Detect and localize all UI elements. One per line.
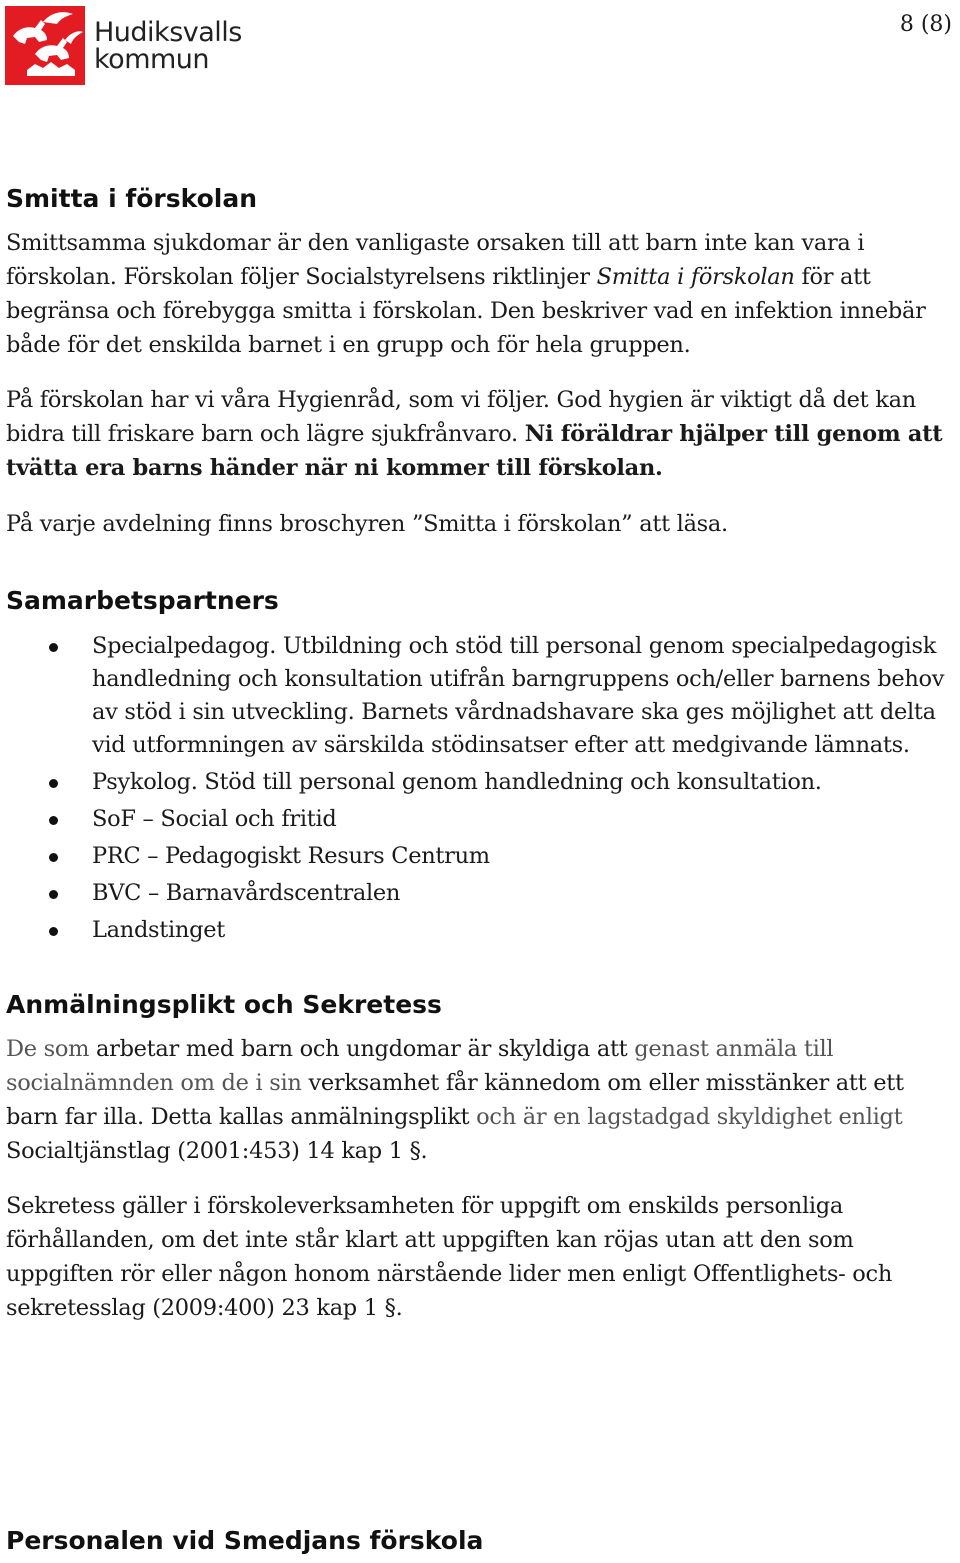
- bullet-icon: [49, 853, 58, 862]
- municipality-logo: [5, 6, 242, 85]
- logo-line-1: Hudiksvalls: [94, 16, 242, 48]
- logo-line-2: kommun: [94, 43, 210, 75]
- bullet-icon: [49, 643, 58, 652]
- list-item-text: BVC – Barnavårdscentralen: [92, 880, 401, 906]
- smitta-p2-bold: Ni föräldrar hjälper till genom att tvätta era barns händer när ni kommer till förskolan.: [6, 421, 943, 481]
- list-item: [0, 630, 955, 762]
- list-item-text: Specialpedagog. Utbildning och stöd till personal genom specialpedagogisk handledning och konsultation utifrån barngruppens och/eller barnens behov av stöd i sin utveckling. Barnets vårdnadshavare ska ges möjlighet att delta vid utformningen av särskilda stödinsatser efter att medgivande lämnats.: [92, 633, 945, 758]
- anmalan-p1-d: verksamhet får kännedom om eller misstänker att ett barn far illa. Detta kallas anmälningsplikt: [6, 1070, 904, 1130]
- smitta-paragraph-3: På varje avdelning finns broschyren ”Smitta i förskolan” att läsa.: [6, 511, 728, 537]
- anmalan-p1-a: De som: [6, 1036, 90, 1062]
- smitta-p1-title: Smitta i förskolan: [596, 264, 795, 290]
- anmalan-paragraph-2: Sekretess gäller i förskoleverksamheten för uppgift om enskilds personliga förhållanden, om det inte står klart att uppgiften kan röjas utan att den som uppgiften rör eller någon honom närstående lider men enligt Offentlighets- och sekretesslag (2009:400) 23 kap 1 §.: [6, 1193, 893, 1321]
- bullet-icon: [49, 927, 58, 936]
- list-item: [0, 877, 955, 910]
- anmalan-p1-f: Socialtjänstlag (2001:453) 14 kap 1 §.: [6, 1138, 428, 1164]
- bullet-icon: [49, 816, 58, 825]
- list-item-text: Landstinget: [92, 917, 225, 943]
- list-item: [0, 914, 955, 947]
- smitta-paragraph-2: [6, 383, 956, 485]
- smitta-p2-text: På förskolan har vi våra Hygienråd, som vi följer. God hygien är viktigt då det kan bidra till friskare barn och lägre sjukfrånvaro.: [6, 387, 916, 447]
- page-number: 8 (8): [899, 12, 952, 37]
- bullet-icon: [49, 779, 58, 788]
- bullet-icon: [49, 890, 58, 899]
- list-item: [0, 766, 955, 799]
- smitta-p1-text-b: för att begränsa och förebygga smitta i förskolan. Den beskriver vad en infektion innebär både för det enskilda barnet i en grupp och för hela gruppen.: [6, 264, 926, 358]
- list-item-text: SoF – Social och fritid: [92, 806, 337, 832]
- anmalan-p1-c: genast anmäla till socialnämnden om de i sin: [6, 1036, 834, 1096]
- section-heading-personalen: Personalen vid Smedjans förskola: [6, 1526, 484, 1555]
- section-heading-partners: Samarbetspartners: [6, 586, 279, 615]
- list-item-text: Psykolog. Stöd till personal genom handledning och konsultation.: [92, 769, 822, 795]
- list-item: [0, 840, 955, 873]
- list-item-text: PRC – Pedagogiskt Resurs Centrum: [92, 843, 490, 869]
- smitta-p1-text-a: Smittsamma sjukdomar är den vanligaste orsaken till att barn inte kan vara i förskolan. Förskolan följer Socialstyrelsens riktlinjer: [6, 230, 865, 290]
- list-item: [0, 803, 955, 836]
- partners-list: [0, 630, 955, 951]
- smitta-paragraph-1: [6, 226, 956, 362]
- anmalan-p1-e: och är en lagstadgad skyldighet enligt: [476, 1104, 903, 1130]
- goat-emblem-icon: [5, 6, 85, 85]
- section-heading-anmalan: Anmälningsplikt och Sekretess: [6, 990, 442, 1019]
- anmalan-paragraph-1: [6, 1032, 956, 1168]
- section-heading-smitta: Smitta i förskolan: [6, 184, 258, 213]
- logo-wordmark: [94, 16, 242, 75]
- anmalan-p1-b: arbetar med barn och ungdomar är skyldiga att: [89, 1036, 635, 1062]
